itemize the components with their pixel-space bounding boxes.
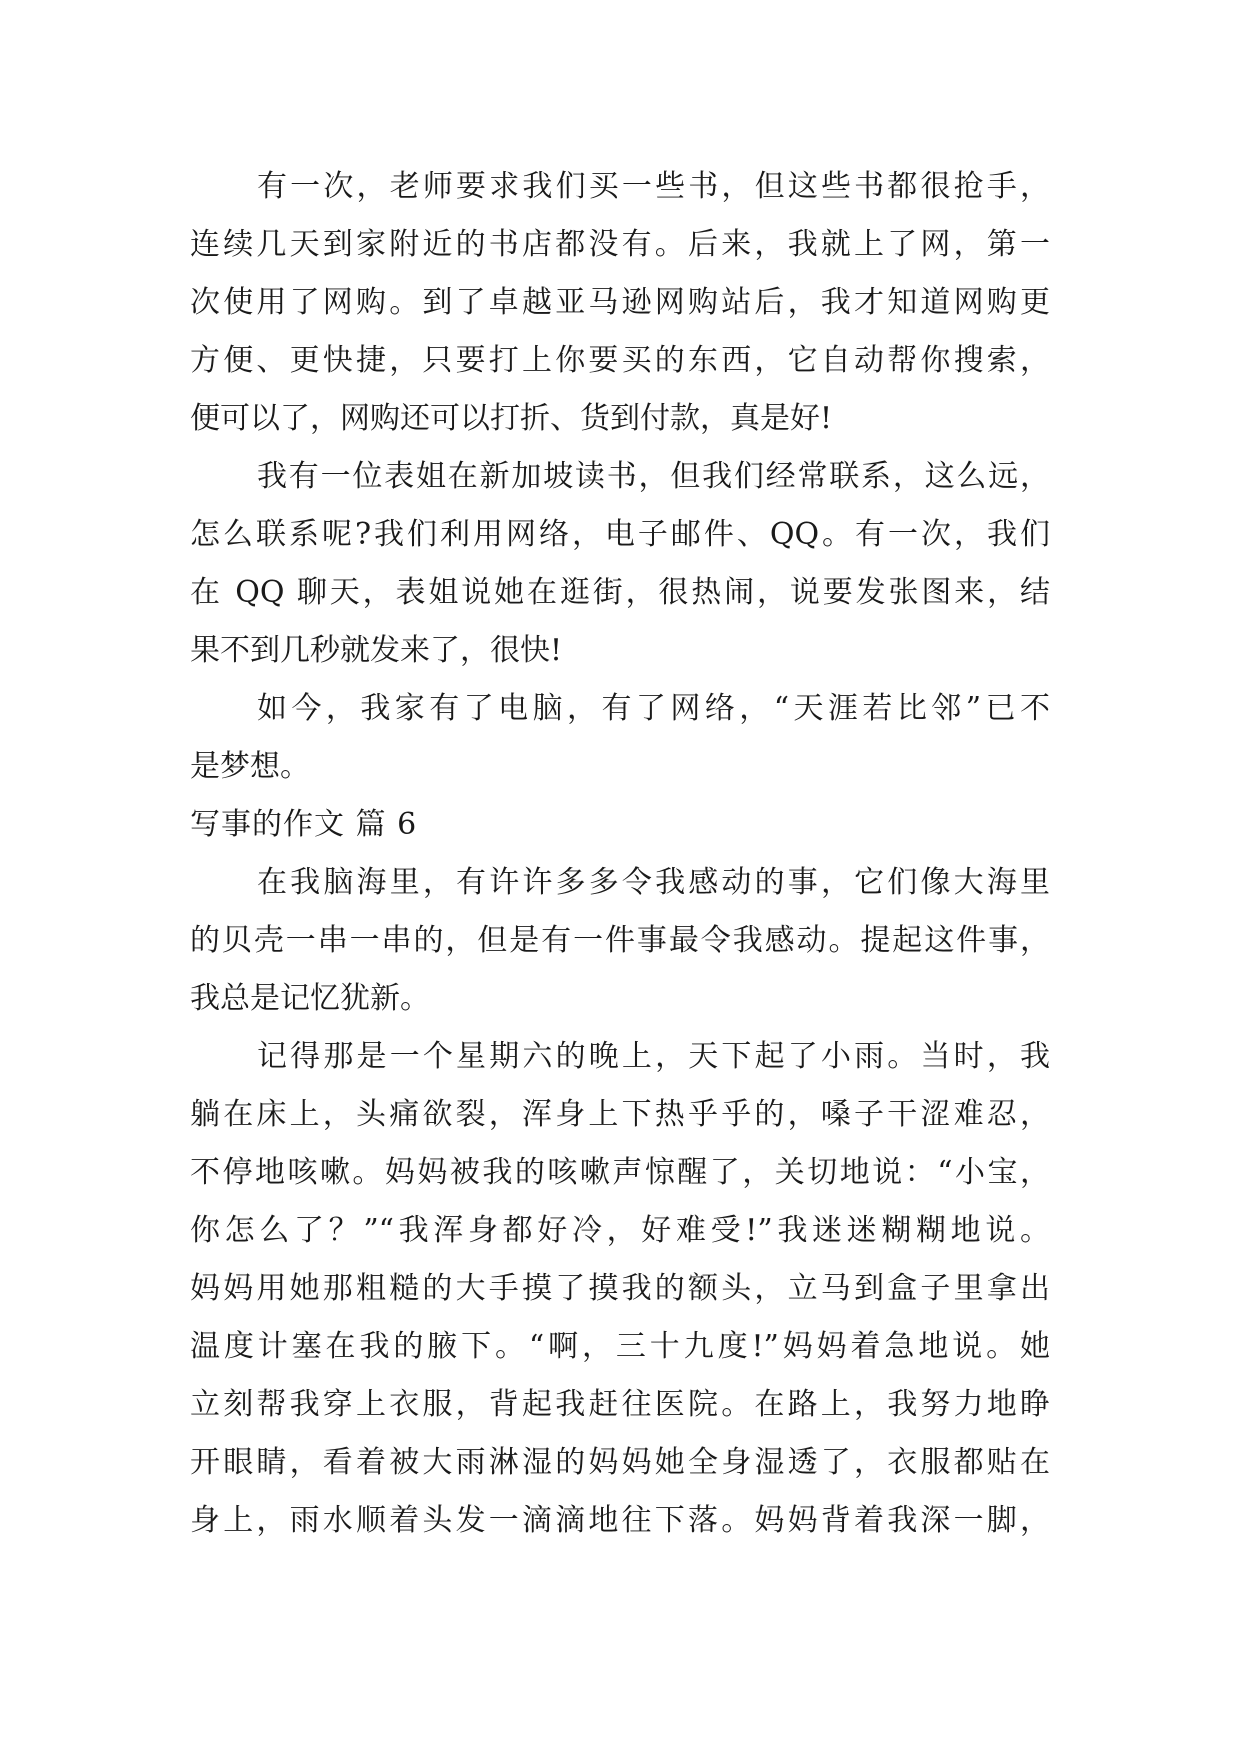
paragraph-line: 方便、更快捷，只要打上你要买的东西，它自动帮你搜索，	[190, 343, 1050, 378]
paragraph-line: 次使用了网购。到了卓越亚马逊网购站后，我才知道网购更	[190, 285, 1050, 320]
paragraph-line: 的贝壳一串一串的，但是有一件事最令我感动。提起这件事，	[190, 923, 1050, 958]
paragraph-line: 温度计塞在我的腋下。“啊，三十九度!”妈妈着急地说。她	[190, 1329, 1050, 1364]
paragraph-line: 我有一位表姐在新加坡读书，但我们经常联系，这么远，	[257, 459, 1050, 494]
paragraph-line: 便可以了，网购还可以打折、货到付款，真是好!	[190, 401, 833, 436]
paragraph-line: 开眼睛，看着被大雨淋湿的妈妈她全身湿透了，衣服都贴在	[190, 1445, 1050, 1480]
section-heading: 写事的作文 篇 6	[190, 807, 418, 842]
paragraph-line: 妈妈用她那粗糙的大手摸了摸我的额头，立马到盒子里拿出	[190, 1271, 1050, 1306]
paragraph-line: 怎么联系呢?我们利用网络，电子邮件、QQ。有一次，我们	[190, 517, 1050, 552]
paragraph-line: 躺在床上，头痛欲裂，浑身上下热乎乎的，嗓子干涩难忍，	[190, 1097, 1050, 1132]
paragraph-line: 在 QQ 聊天，表姐说她在逛街，很热闹，说要发张图来，结	[190, 575, 1050, 610]
paragraph-line: 有一次，老师要求我们买一些书，但这些书都很抢手，	[257, 169, 1050, 204]
paragraph-line: 果不到几秒就发来了，很快!	[190, 633, 563, 668]
paragraph-line: 我总是记忆犹新。	[190, 981, 430, 1016]
document-body	[190, 158, 1050, 1550]
paragraph-line: 不停地咳嗽。妈妈被我的咳嗽声惊醒了，关切地说：“小宝，	[190, 1155, 1050, 1190]
paragraph-line: 你怎么了？”“我浑身都好冷，好难受!”我迷迷糊糊地说。	[190, 1213, 1050, 1248]
paragraph-line: 记得那是一个星期六的晚上，天下起了小雨。当时，我	[257, 1039, 1050, 1074]
paragraph-line: 如今，我家有了电脑，有了网络，“天涯若比邻”已不	[257, 691, 1050, 726]
paragraph-line: 身上，雨水顺着头发一滴滴地往下落。妈妈背着我深一脚，	[190, 1503, 1050, 1538]
paragraph-line: 立刻帮我穿上衣服，背起我赶往医院。在路上，我努力地睁	[190, 1387, 1050, 1422]
paragraph-line: 是梦想。	[190, 749, 310, 784]
paragraph-line: 连续几天到家附近的书店都没有。后来，我就上了网，第一	[190, 227, 1050, 262]
paragraph-line: 在我脑海里，有许许多多令我感动的事，它们像大海里	[257, 865, 1050, 900]
